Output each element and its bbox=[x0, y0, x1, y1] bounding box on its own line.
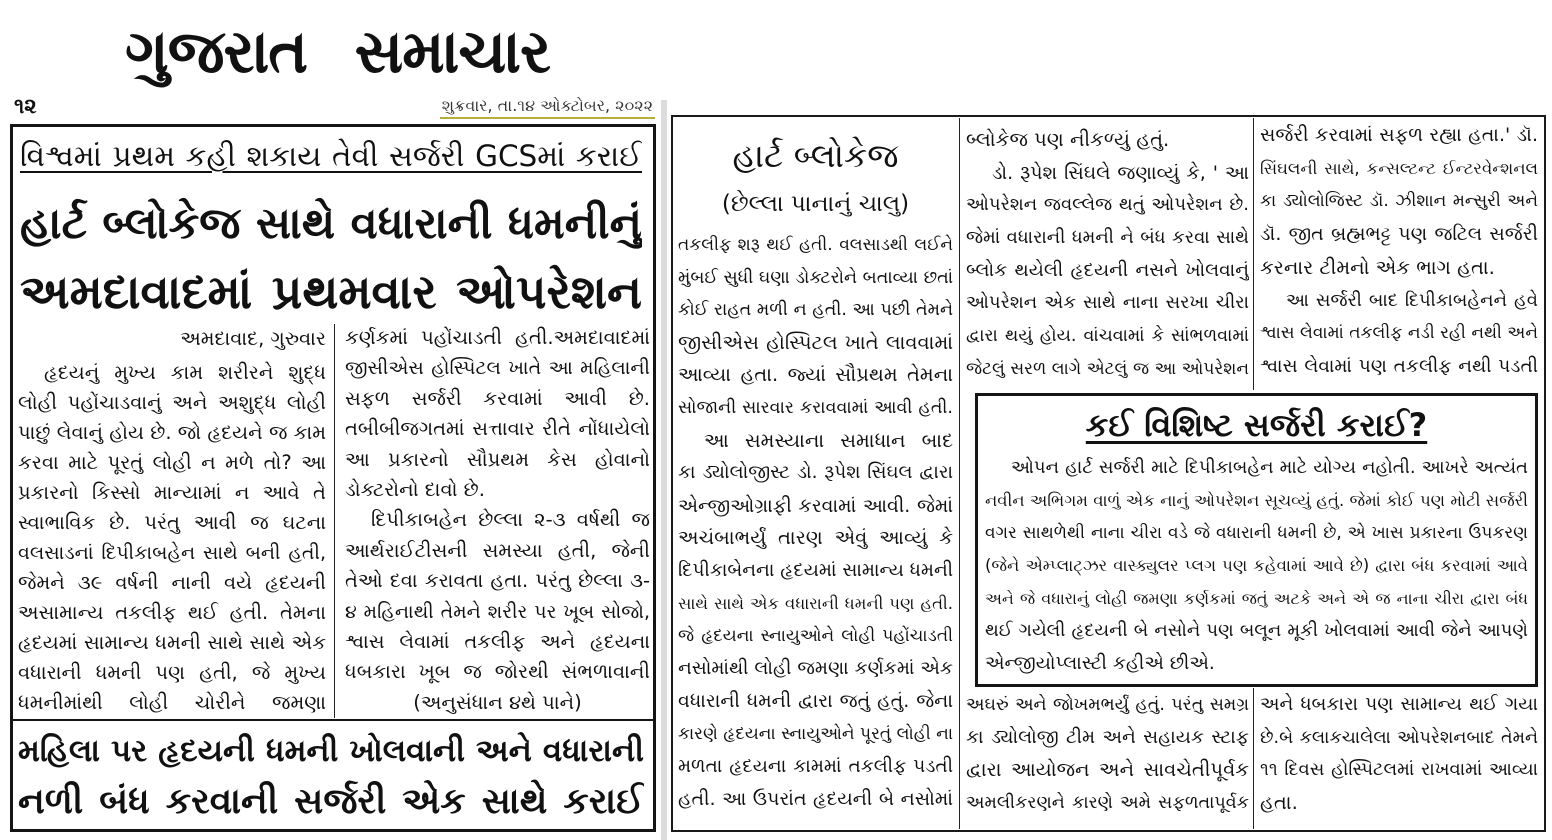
text-line: કા ડ્યોલોજિસ્ટ ડૉ. ઝીશાન મન્સુરી અને bbox=[1260, 191, 1538, 211]
text-line: અસામાન્ય તકલીફ થઈ હતી. તેમના bbox=[18, 601, 326, 624]
text-line: કર્ણકમાં પહોંચાડતી હતી.અમદાવાદમાં bbox=[345, 326, 650, 349]
text-line: હૃદયમાં સામાન્ય ધમની સાથે સાથે એક bbox=[18, 631, 326, 654]
text-line: સોજાની સારવાર કરાવવામાં આવી હતી. bbox=[678, 397, 953, 418]
text-line: એન્જીઓગ્રાફી કરવામાં આવી. જેમાં bbox=[678, 494, 953, 517]
text-line: કા ડ્યોલોજીસ્ટ ડો. રૂપેશ સિંઘલ દ્વારા bbox=[678, 462, 953, 484]
text-line: સ્વાભાવિક છે. પરંતુ આવી જ ઘટના bbox=[18, 511, 326, 534]
text-line: ડોક્ટરોનો દાવો છે. bbox=[345, 477, 485, 501]
text-line: બ્લોક થયેલી હૃદયની નસને ખોલવાનું bbox=[966, 259, 1249, 281]
deck-rule bbox=[13, 719, 653, 721]
text-line: ૪ મહિનાથી તેમને શરીર પર ખૂબ સોજો, bbox=[345, 600, 650, 623]
deck-line: નળી બંધ કરવાની સર્જરી એક સાથે કરાઈ bbox=[18, 781, 644, 822]
continuation-subtitle: (છેલ્લા પાનાનું ચાલુ) bbox=[721, 191, 910, 217]
text-line: કરવા માટે પૂરતું લોહી ન મળે તો? આ bbox=[18, 451, 326, 474]
page-gutter bbox=[661, 100, 667, 840]
text-line: (અનુસંધાન ૪થે પાને) bbox=[413, 690, 582, 714]
text-line: નવીન અભિગમ વાળું એક નાનું ઓપરેશન સૂચવ્યું હતું. જેમાં કોઈ પણ મોટી સર્જરી bbox=[985, 490, 1528, 510]
continuation-title: હાર્ટ બ્લોકેજ bbox=[732, 136, 899, 175]
continuation-column-c-bottom bbox=[1260, 689, 1538, 819]
text-line: છે.બે કલાકચાલેલા ઓપરેશનબાદ તેમને bbox=[1260, 727, 1538, 748]
text-line: તેઓ દવા કરાવતા હતા. પરંતુ છેલ્લા ૩- bbox=[345, 569, 650, 593]
text-line: ૧૧ દિવસ હોસ્પિટલમાં રાખવામાં આવ્યા bbox=[1260, 759, 1538, 780]
continuation-column-a bbox=[678, 229, 953, 816]
text-line: આર્થરાઈટીસની સમસ્યા હતી, જેની bbox=[345, 538, 650, 562]
text-line: કા ડ્યોલોજી ટીમ અને સહાયક સ્ટાફ bbox=[966, 726, 1249, 748]
text-line: હતા. bbox=[1260, 790, 1298, 814]
text-line: વલસાડનાં દિપીકાબહેન સાથે બની હતી, bbox=[18, 542, 326, 564]
text-line: દિપીકાબહેન છેલ્લા ૨-૩ વર્ષથી જ bbox=[371, 508, 650, 532]
text-line: ડો. રૂપેશ સિંઘલે જણાવ્યું કે, ' આ bbox=[992, 161, 1249, 184]
text-line: તબીબીજગતમાં સત્તાવાર રીતે નોંધાયેલો bbox=[345, 417, 650, 441]
text-line: સફળ સર્જરી કરવામાં આવી છે. bbox=[345, 386, 650, 410]
text-line: સાથે સાથે એક વધારાની ધમની પણ હતી. bbox=[678, 593, 953, 613]
text-line: દિપીકાબેનના હૃદયમાં સામાન્ય ધમની bbox=[678, 559, 953, 581]
text-line: ઓપન હાર્ટ સર્જરી માટે દિપીકાબહેન માટે યોગ્ય નહોતી. આખરે અત્યંત bbox=[1011, 457, 1528, 478]
text-line: જેમાં વધારાની ધમની ને બંધ કરવા સાથે bbox=[966, 227, 1249, 249]
text-line: પાછું લેવાનું હોય છે. જો હૃદયને જ કામ bbox=[18, 421, 326, 444]
text-line: વગર સાથળેથી નાના ચીરા વડે જે વધારાની ધમની છે, એ ખાસ પ્રકારના ઉપકરણ bbox=[985, 523, 1528, 544]
text-line: મુંબઈ સુધી ઘણા ડોક્ટરોને બતાવ્યા છતાં bbox=[678, 267, 953, 288]
text-line: જીસીએસ હોસ્પિટલ ખાતે લાવવામાં bbox=[678, 330, 953, 354]
sidebar-body bbox=[985, 452, 1528, 681]
story-kicker: વિશ્વમાં પ્રથમ કહી શકાય તેવી સર્જરી GCSમાં કરાઈ bbox=[20, 139, 642, 173]
text-line: ધમનીમાંથી લોહી ચોરીને જમણા bbox=[18, 691, 326, 714]
page-number: ૧૨ bbox=[14, 94, 37, 118]
text-line: અને ધબકારા પણ સામાન્ય થઈ ગયા bbox=[1260, 694, 1538, 715]
text-line: મળતા હૃદયના કામમાં તકલીફ પડતી bbox=[678, 755, 953, 777]
deck-line: મહિલા પર હૃદયની ધમની ખોલવાની અને વધારાની bbox=[18, 733, 644, 769]
text-line: આ સર્જરી બાદ દિપીકાબહેનને હવે bbox=[1286, 290, 1538, 311]
text-line: આ પ્રકારનો સૌપ્રથમ કેસ હોવાનો bbox=[345, 447, 650, 471]
text-line: (જેને એમ્પ્લાટ્ઝર વાસ્ક્યુલર પ્લગ પણ કહેવામાં આવે છે) દ્વારા બંધ કરવામાં આવે bbox=[985, 556, 1528, 576]
text-line: તકલીફ શરૂ થઈ હતી. વલસાડથી લઈને bbox=[678, 235, 953, 255]
sidebar-title: કઈ વિશિષ્ટ સર્જરી કરાઈ? bbox=[1085, 406, 1428, 444]
text-line: લોહી પહોંચાડવાનું અને અશુદ્ધ લોહી bbox=[18, 391, 326, 414]
issue-date: શુક્રવાર, તા.૧૪ ઓક્ટોબર, ૨૦૨૨ bbox=[441, 96, 653, 115]
continuation-column-b-bottom bbox=[966, 689, 1249, 819]
headline-line: અમદાવાદમાં પ્રથમવાર ઓપરેશન bbox=[20, 265, 642, 320]
column-divider bbox=[334, 324, 335, 718]
text-line: નસોમાંથી લોહી જમણા કર્ણકમાં એક bbox=[678, 657, 953, 679]
text-line: આવ્યા હતા. જ્યાં સૌપ્રથમ તેમના bbox=[678, 363, 953, 387]
text-line: કોઈ રાહત મળી ન હતી. આ પછી તેમને bbox=[678, 300, 953, 321]
continuation-column-c-top bbox=[1260, 119, 1538, 383]
text-line: થઈ ગયેલી હૃદયની બે નસોને પણ બલૂન મૂકી ખોલવામાં આવી જેને આપણે bbox=[985, 620, 1528, 642]
text-line: શ્વાસ લેવામાં તકલીફ નડી રહી નથી અને bbox=[1260, 323, 1538, 343]
text-line: પ્રકારનો કિસ્સો માન્યામાં ન આવે તે bbox=[18, 481, 326, 504]
text-line: અચંબાભર્યું તારણ એવું આવ્યું કે bbox=[678, 526, 953, 550]
headline-line: હાર્ટ બ્લોકેજ સાથે વધારાની ધમનીનું bbox=[20, 199, 642, 249]
story-column-2 bbox=[345, 323, 650, 718]
continuation-column-b-top bbox=[966, 124, 1249, 386]
text-line: જેટલું સરળ લાગે એટલું જ આ ઓપરેશન bbox=[966, 358, 1249, 379]
column-divider bbox=[1253, 688, 1254, 829]
text-line: ડૉ. જીત બ્રહ્મભટ્ટ પણ જટિલ સર્જરી bbox=[1260, 223, 1538, 245]
text-line: ઓપરેશન જવલ્લેજ થતું ઓપરેશન છે. bbox=[966, 194, 1249, 216]
text-line: અમલીકરણને કારણે અમે સફળતાપૂર્વક bbox=[966, 792, 1249, 813]
newspaper-logo: ગુજરાત સમાચાર bbox=[125, 17, 550, 87]
story-column-1 bbox=[18, 358, 326, 718]
text-line: બ્લોકેજ પણ નીકળ્યું હતું. bbox=[966, 128, 1170, 151]
text-line: દ્વારા આયોજન અને સાવચેતીપૂર્વક bbox=[966, 758, 1249, 781]
text-line: આ સમસ્યાના સમાધાન બાદ bbox=[704, 428, 953, 452]
text-line: કરનાર ટીમનો એક ભાગ હતા. bbox=[1260, 256, 1495, 279]
column-divider bbox=[1253, 118, 1254, 390]
text-line: હૃદયનું મુખ્ય કામ શરીરને શુદ્ધ bbox=[44, 361, 326, 384]
text-line: ઓપરેશન એક સાથે નાના સરખા ચીરા bbox=[966, 292, 1249, 314]
text-line: અઘરું અને જોખમભર્યું હતું. પરંતુ સમગ્ર bbox=[966, 695, 1249, 715]
text-line: દ્વારા થયું હોય. વાંચવામાં કે સાંભળવામાં bbox=[966, 326, 1249, 347]
text-line: સિંઘલની સાથે, કન્સલ્ટન્ટ ઈન્ટરવેન્શનલ bbox=[1260, 159, 1538, 178]
column-divider bbox=[959, 118, 960, 829]
date-rule bbox=[440, 117, 655, 119]
text-line: સર્જરી કરવામાં સફળ રહ્યા હતા.' ડૉ. bbox=[1260, 124, 1538, 146]
text-line: એન્જીયોપ્લાસ્ટી કહીએ છીએ. bbox=[985, 653, 1215, 675]
text-line: શ્વાસ લેવામાં પણ તકલીફ નથી પડતી bbox=[1260, 356, 1538, 377]
text-line: કારણે હૃદયના સ્નાયુઓને પૂરતું લોહી ના bbox=[678, 723, 953, 744]
text-line: હતી. આ ઉપરાંત હૃદયની બે નસોમાં bbox=[678, 788, 953, 811]
text-line: જે હૃદયના સ્નાયુઓને લોહી પહોંચાડતી bbox=[678, 626, 953, 647]
text-line: વધારાની ધમની પણ હતી, જે મુખ્ય bbox=[18, 661, 326, 684]
story-dateline: અમદાવાદ, ગુરુવાર bbox=[180, 327, 326, 350]
text-line: અને જે વધારાનું લોહી જમણા કર્ણકમાં જતું અટકે અને એ જ નાના ચીરા દ્વારા બંધ bbox=[985, 588, 1528, 608]
text-line: જેમને ૩૯ વર્ષની નાની વયે હૃદયની bbox=[18, 571, 326, 594]
text-line: જીસીએસ હોસ્પિટલ ખાતે આ મહિલાની bbox=[345, 357, 650, 380]
text-line: વધારાની ધમની દ્વારા જતું હતું. જેના bbox=[678, 690, 953, 713]
text-line: શ્વાસ લેવામાં તકલીફ અને હૃદયના bbox=[345, 629, 650, 653]
text-line: ધબકારા ખૂબ જ જોરથી સંભળાવાની bbox=[345, 660, 650, 684]
